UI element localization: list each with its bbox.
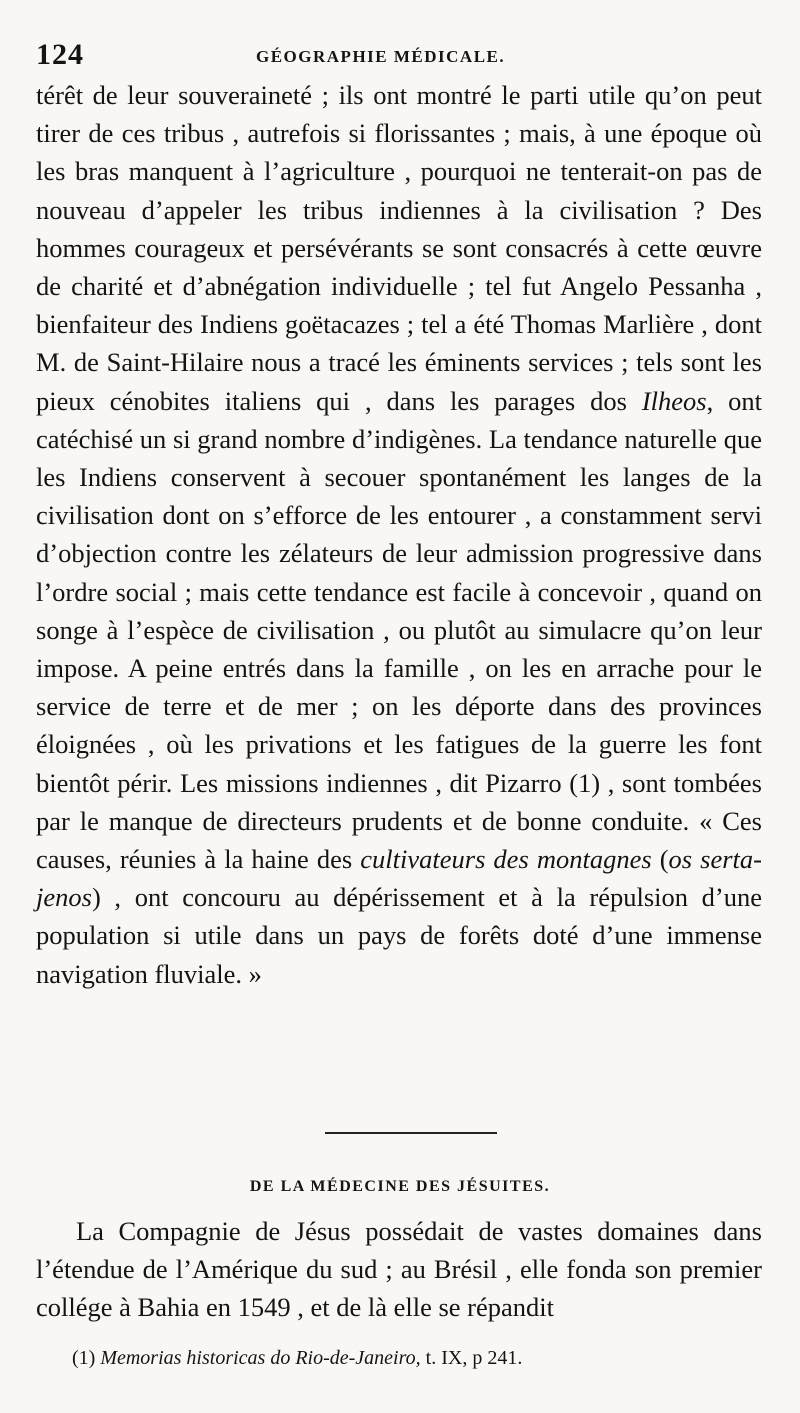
paragraph-2: La Compagnie de Jésus possédait de vastes domaines dans l’étendue de l’Amérique du sud ; au Brésil , elle fonda son premier collége à Bahia en 1549 , et de là elle se répandit [36, 1216, 762, 1323]
footnote [72, 1347, 522, 1370]
footnote-marker: (1) [72, 1347, 96, 1369]
italic-term: cultivateurs des montagnes [360, 844, 652, 875]
running-title: GÉOGRAPHIE MÉDICALE. [256, 47, 506, 66]
footnote-reference: t. IX, p 241. [420, 1347, 523, 1369]
page-number: 124 [36, 38, 84, 71]
section-heading: DE LA MÉDECINE DES JÉSUITES. [249, 1178, 551, 1195]
footnote-source: Memorias historicas do Rio-de-Janeiro, [100, 1347, 421, 1369]
paragraph-1-text-c: ( [651, 844, 669, 875]
italic-place-name: Ilheos [641, 385, 707, 416]
italic-portuguese-term: os serta-jenos [36, 844, 762, 913]
paragraph-1-text-b: , ont catéchisé un si grand nombre d’indigènes. La tendance naturelle que les Indiens conservent à secouer spontanément les langes de la civilisation dont on s’efforce de les entourer , a constamment servi d’objection contre les zélateurs de leur admission progressive dans l’ordre social ; mais cette tendance est facile à concevoir , quand on songe à l’espèce de civilisation , ou plutôt au simulacre qu’on leur impose. A peine entrés dans la famille , on les en arrache pour le service de terre et de mer ; on les déporte dans des provinces éloignées , où les privations et les fatigues de la guerre les font bientôt périr. Les missions indiennes , dit Pizarro (1) , sont tombées par le manque de directeurs prudents et de bonne conduite. « Ces causes, réunies à la haine des [36, 385, 762, 875]
paragraph-1-text-d: ) , ont concouru au dépérissement et à la répulsion d’une population si utile dans un pays de forêts doté d’une immense navigation fluviale. » [36, 882, 762, 989]
section-divider [325, 1132, 497, 1134]
paragraph-1-text-a: térêt de leur souveraineté ; ils ont montré le parti utile qu’on peut tirer de ces tribus , autrefois si florissantes ; mais, à une époque où les bras manquent à l’agriculture , pourquoi ne tenterait-on pas de nouveau d’appeler les tribus indiennes à la civilisation ? Des hommes courageux et persévérants se sont consacrés à cette œuvre de charité et d’abnégation individuelle ; tel fut Angelo Pessanha , bienfaiteur des Indiens goëtacazes ; tel a été Thomas Marlière , dont M. de Saint-Hilaire nous a tracé les éminents services ; tels sont les pieux cénobites italiens qui , dans les parages dos [36, 80, 762, 416]
paragraph-1 [36, 76, 762, 993]
page-header [36, 38, 760, 78]
